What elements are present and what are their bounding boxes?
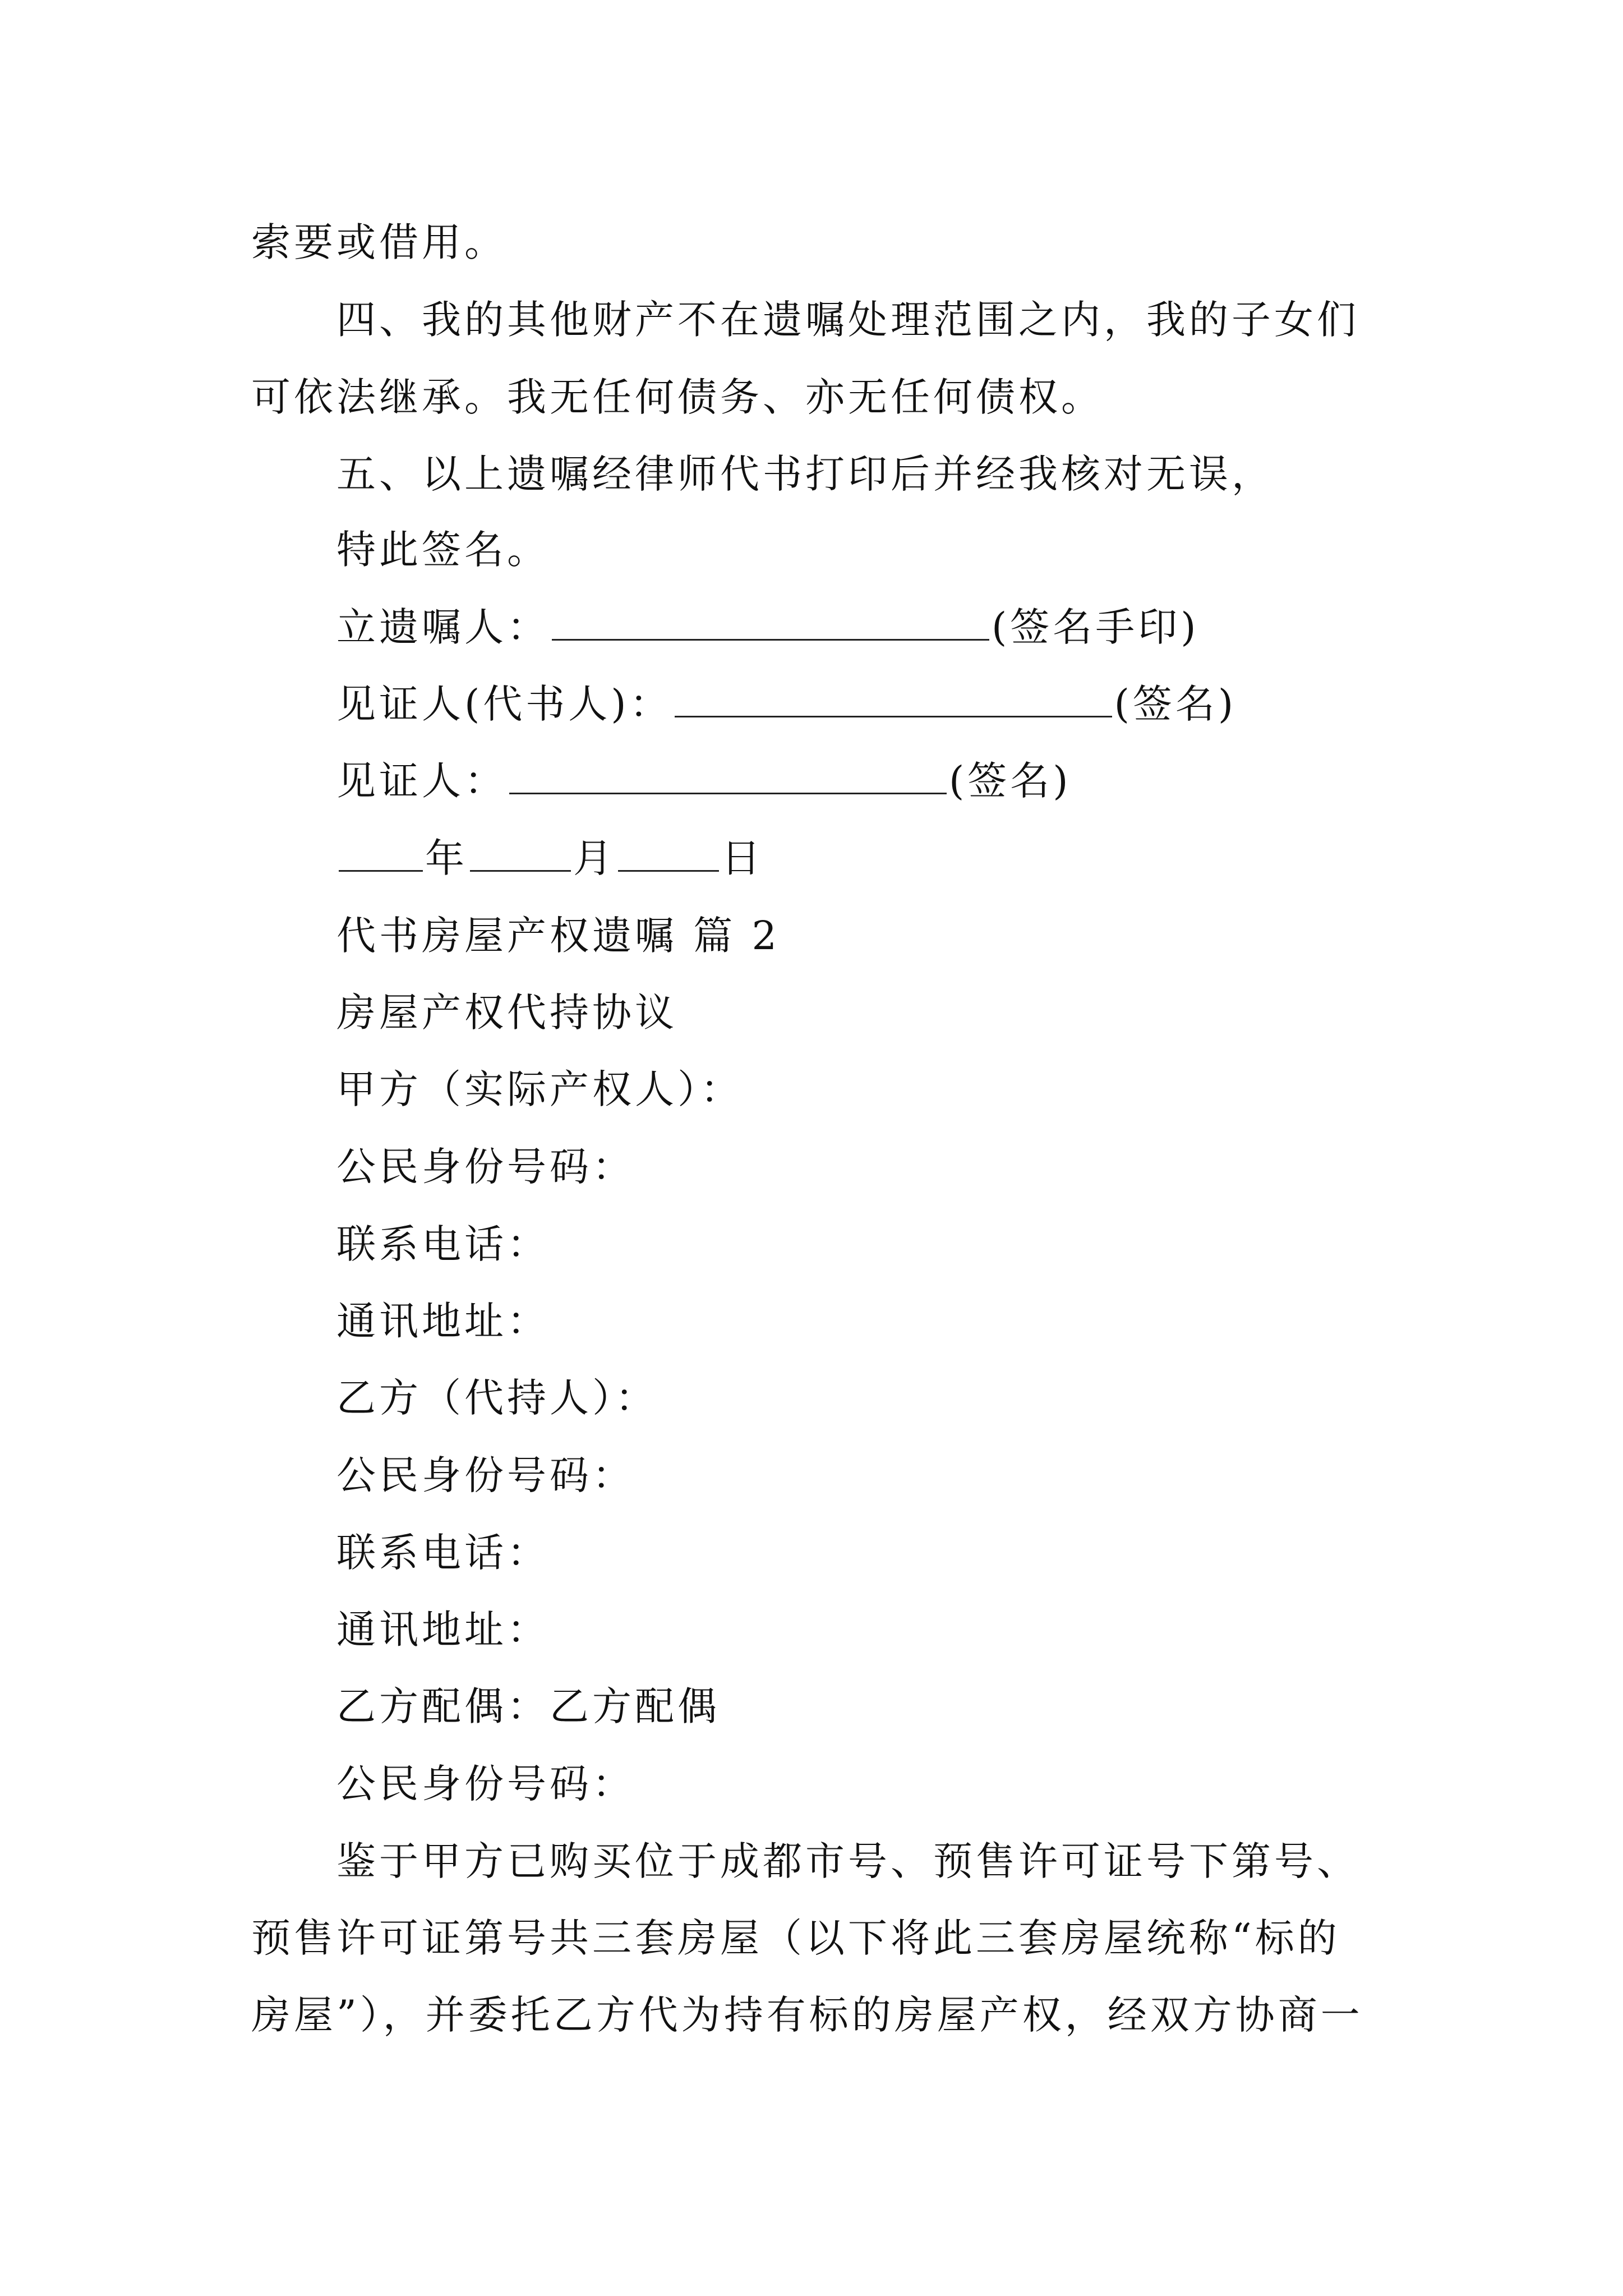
- text: 通讯地址：: [336, 1607, 550, 1653]
- year-label: 年: [425, 835, 468, 881]
- signature-blank: [675, 681, 1112, 717]
- party-a-address-field: [0, 1293, 1623, 1349]
- witness-signature-line: [0, 753, 1623, 809]
- clause-five: [0, 446, 1623, 502]
- text: 乙方（代持人）：: [336, 1375, 658, 1421]
- text: 预售许可证第号共三套房屋（以下将此三套房屋统称“标的: [251, 1915, 1340, 1961]
- text: 代书房屋产权遗嘱 篇 2: [336, 913, 781, 959]
- party-b-address-field: [0, 1602, 1623, 1658]
- text: 通讯地址：: [336, 1298, 550, 1344]
- recital-paragraph: [0, 1910, 1623, 1966]
- testator-label: 立遗嘱人：: [336, 604, 550, 650]
- text: 特此签名。: [336, 527, 550, 573]
- signature-note: (签名): [1114, 681, 1237, 727]
- recital-paragraph: [0, 1987, 1623, 2043]
- testator-signature-line: [0, 599, 1623, 655]
- year-blank: [339, 835, 423, 872]
- signature-note: (签名手印): [992, 604, 1200, 650]
- paragraph-line: [0, 522, 1623, 578]
- text: 索要或借用。: [251, 219, 507, 265]
- text: 房屋”），并委托乙方代为持有标的房屋产权，经双方协商一: [251, 1992, 1363, 2038]
- party-a-heading: [0, 1061, 1623, 1117]
- day-label: 日: [721, 835, 764, 881]
- day-blank: [618, 835, 719, 872]
- paragraph-line: [0, 214, 1623, 270]
- paragraph-line: [0, 369, 1623, 425]
- text: 公民身份号码：: [336, 1144, 635, 1190]
- party-a-phone-field: [0, 1216, 1623, 1272]
- signature-blank: [552, 604, 989, 641]
- text: 五、以上遗嘱经律师代书打印后并经我核对无误，: [336, 451, 1274, 497]
- signature-note: (签名): [949, 758, 1072, 804]
- text: 鉴于甲方已购买位于成都市号、预售许可证号下第号、: [336, 1838, 1359, 1884]
- text: 公民身份号码：: [336, 1452, 635, 1498]
- recital-paragraph: [0, 1833, 1623, 1889]
- agreement-title: [0, 984, 1623, 1041]
- witness-label: 见证人：: [336, 758, 507, 804]
- party-b-spouse-field: [0, 1678, 1623, 1734]
- text: 联系电话：: [336, 1221, 550, 1267]
- month-blank: [470, 835, 571, 872]
- text: 乙方配偶：乙方配偶: [336, 1683, 720, 1729]
- party-b-phone-field: [0, 1525, 1623, 1581]
- party-a-id-field: [0, 1139, 1623, 1195]
- text: 甲方（实际产权人）：: [336, 1066, 743, 1112]
- text: 可依法继承。我无任何债务、亦无任何债权。: [251, 374, 1104, 420]
- party-b-id-field: [0, 1447, 1623, 1503]
- date-line: [0, 830, 1623, 886]
- month-label: 月: [573, 835, 616, 881]
- section-heading: [0, 908, 1623, 964]
- text: 联系电话：: [336, 1530, 550, 1576]
- scribe-witness-signature-line: [0, 676, 1623, 732]
- signature-blank: [509, 758, 947, 794]
- text: 四、我的其他财产不在遗嘱处理范围之内，我的子女们: [336, 297, 1359, 343]
- party-b-spouse-id-field: [0, 1756, 1623, 1812]
- text: 公民身份号码：: [336, 1761, 635, 1807]
- scribe-witness-label: 见证人(代书人)：: [336, 681, 672, 727]
- party-b-heading: [0, 1370, 1623, 1426]
- clause-four: [0, 292, 1623, 348]
- text: 房屋产权代持协议: [336, 990, 677, 1036]
